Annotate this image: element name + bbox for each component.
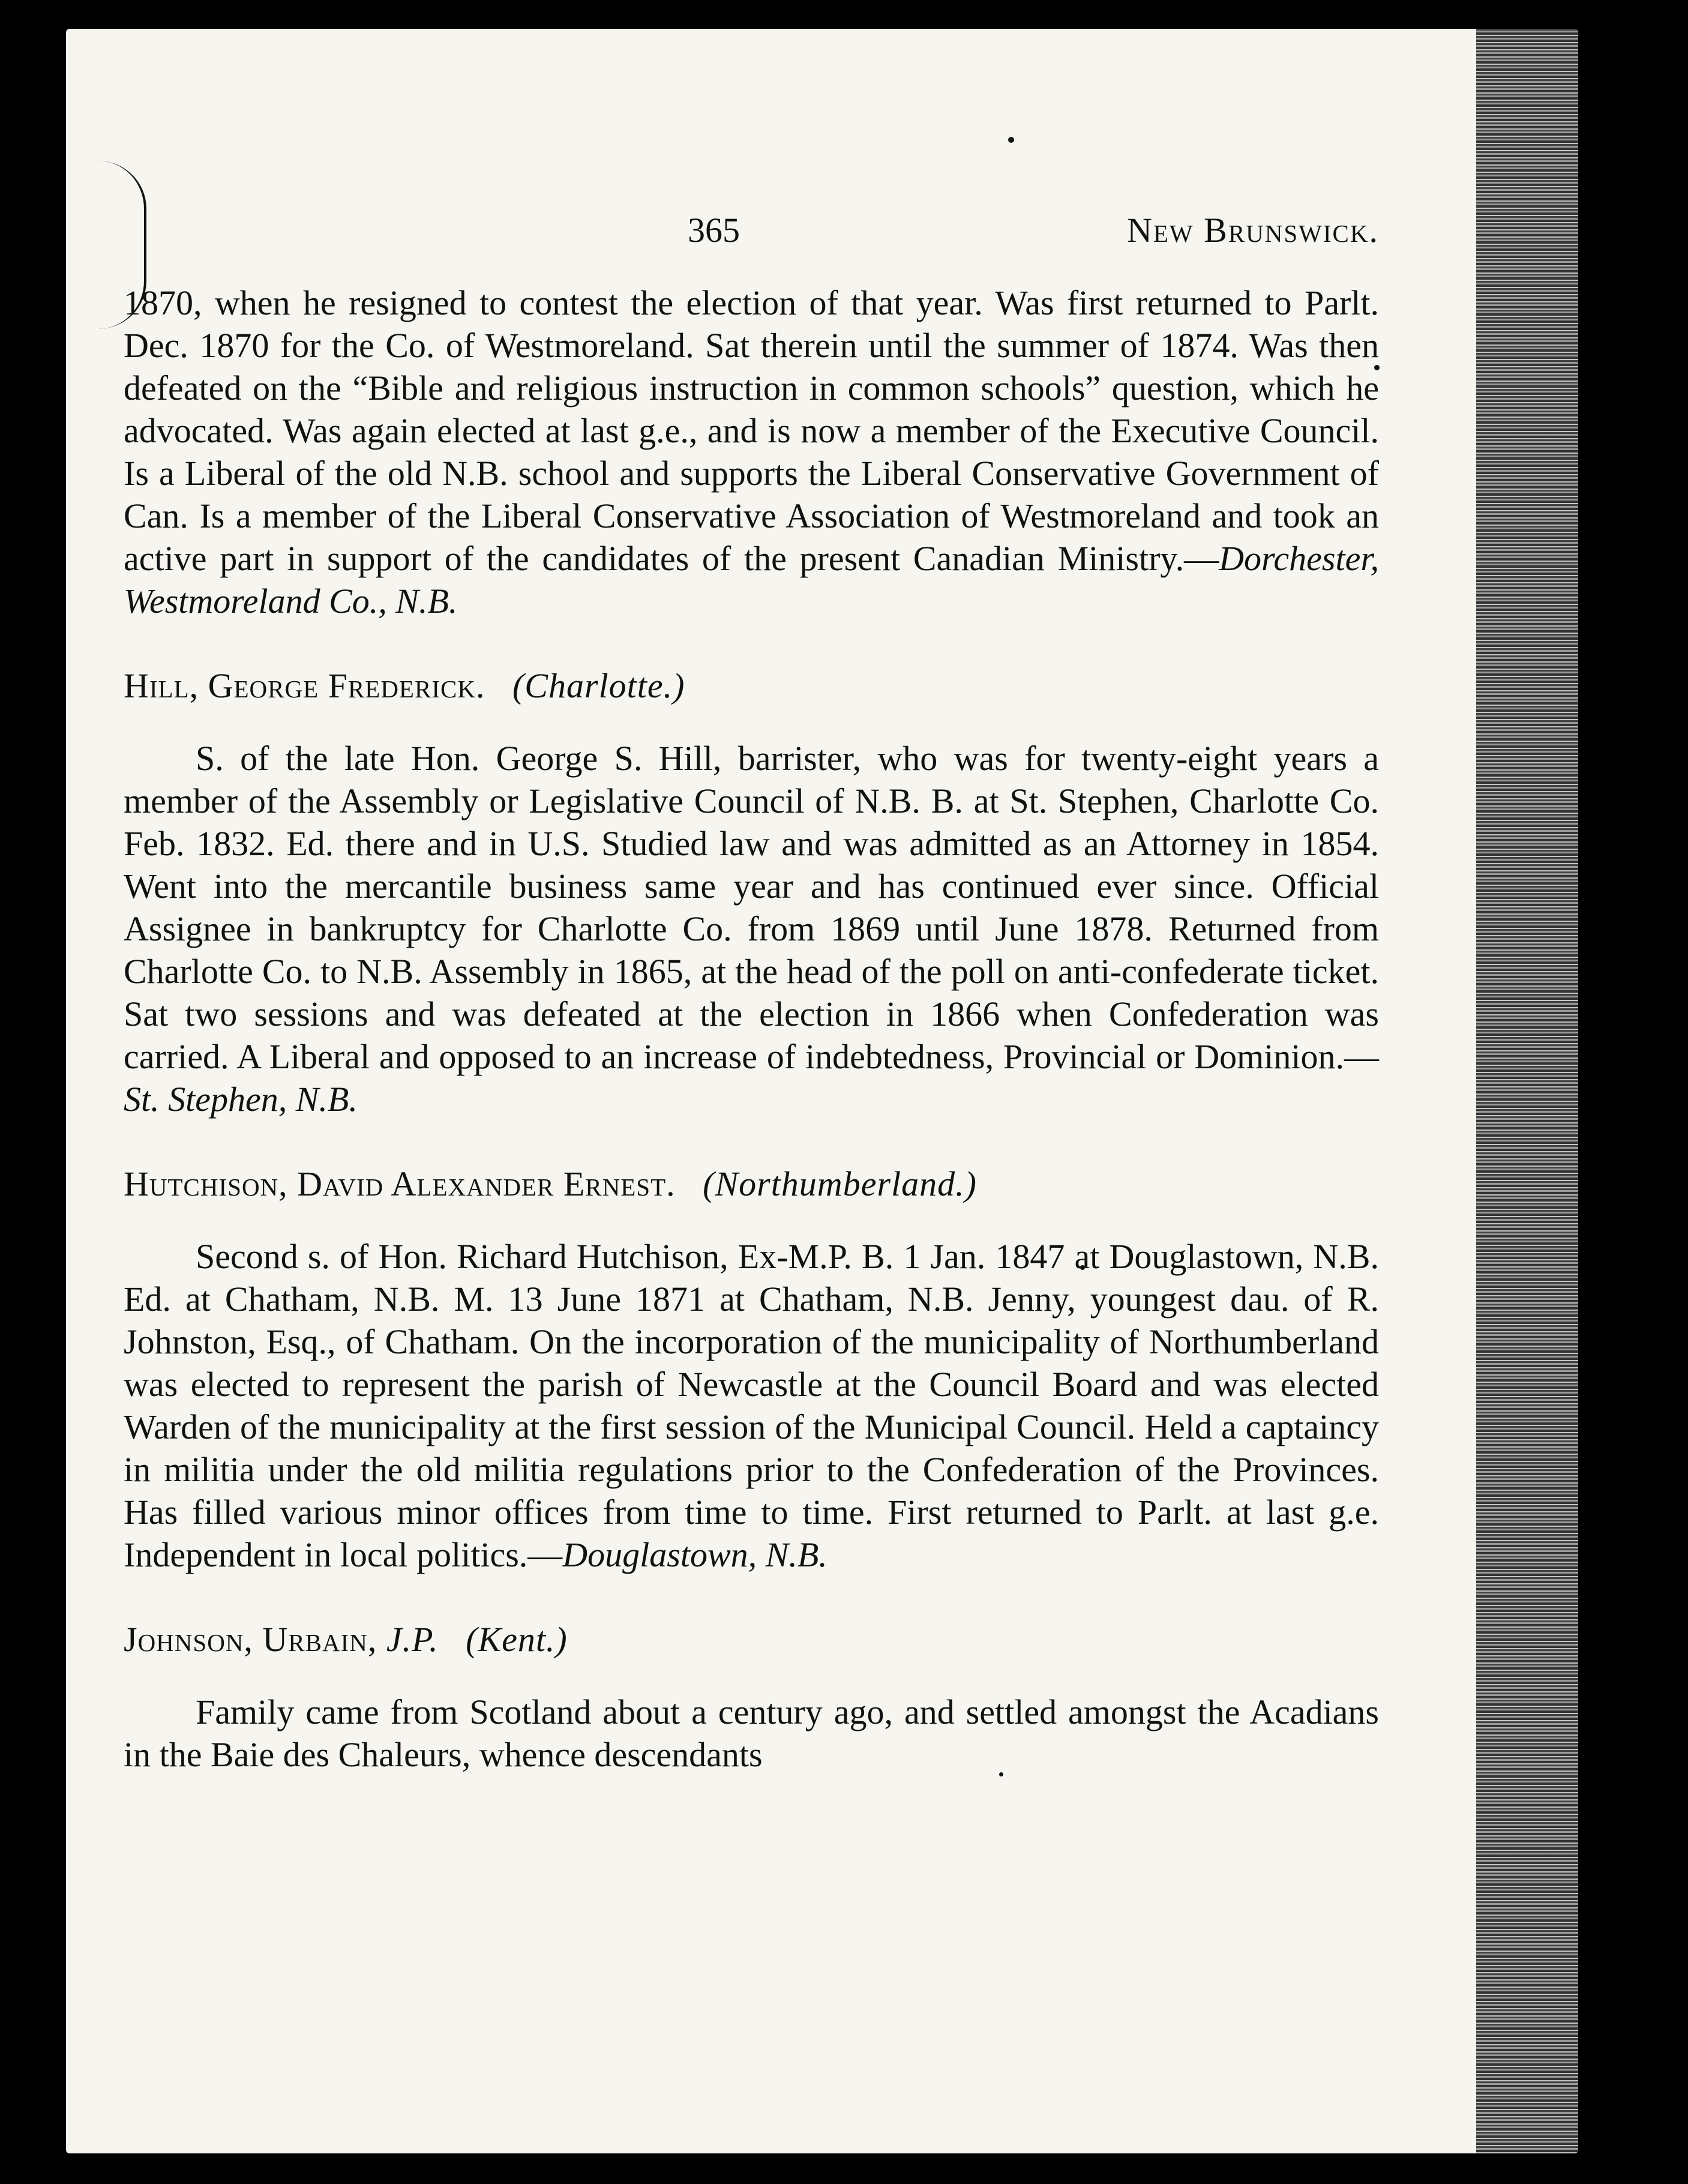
continued-entry bbox=[124, 281, 1379, 622]
entry-text: Family came from Scotland about a century ago, and settled amongst the Acadians in the Baie des Chaleurs, whence descendants bbox=[124, 1692, 1379, 1774]
page-edge-shadow bbox=[1476, 29, 1578, 2153]
entry-text: S. of the late Hon. George S. Hill, barrister, who was for twenty-eight years a member of the Assembly or Legislative Council of N.B. B. at St. Stephen, Charlotte Co. Feb. 1832. Ed. there and in U.S. Studied law and was admitted as an Attorney in 1854. Went into the mercantile business same year and has continued ever since. Official Assignee in bankruptcy for Charlotte Co. from 1869 until June 1878. Returned from Charlotte Co. to N.B. Assembly in 1865, at the head of the poll on anti-confederate ticket. Sat two sessions and was defeated at the election in 1866 when Confederation was carried. A Liberal and opposed to an increase of indebtedness, Provincial or Dominion.— bbox=[124, 739, 1379, 1076]
entry-name: Hill, George Frederick. bbox=[124, 666, 485, 705]
entry-address: St. Stephen, N.B. bbox=[124, 1080, 358, 1119]
entry-county: (Charlotte.) bbox=[512, 666, 685, 705]
scanned-page bbox=[66, 29, 1578, 2153]
entry-name: Hutchison, David Alexander Ernest. bbox=[124, 1164, 676, 1203]
entry-body bbox=[124, 1691, 1379, 1776]
entry-heading bbox=[124, 1618, 1379, 1661]
page-text bbox=[124, 209, 1379, 1776]
entry-body bbox=[124, 1235, 1379, 1576]
entry-text: 1870, when he resigned to contest the election of that year. Was first returned to Parlt. Dec. 1870 for the Co. of Westmoreland. Sat therein until the summer of 1874. Was then defeated on the “Bible and religious instruction in common schools” question, which he advocated. Was again elected at last g.e., and is now a member of the Executive Council. Is a Liberal of the old N.B. school and supports the Liberal Conservative Government of Can. Is a member of the Liberal Conservative Association of Westmoreland and took an active part in support of the candidates of the present Canadian Ministry.— bbox=[124, 283, 1379, 578]
page-header bbox=[124, 209, 1379, 251]
entry-body bbox=[124, 737, 1379, 1121]
entry-honor: J.P. bbox=[386, 1620, 439, 1659]
entry-address: Dorchester, Westmoreland Co., N.B. bbox=[124, 539, 1379, 621]
entry-name: Johnson, Urbain, bbox=[124, 1620, 377, 1659]
entry-county: (Northumberland.) bbox=[703, 1164, 977, 1203]
print-speck bbox=[1008, 137, 1014, 143]
entry-county: (Kent.) bbox=[466, 1620, 568, 1659]
entry-heading bbox=[124, 664, 1379, 707]
entry-text: Second s. of Hon. Richard Hutchison, Ex-M.P. B. 1 Jan. 1847 at Douglastown, N.B. Ed. at Chatham, N.B. M. 13 June 1871 at Chatham, N.B. Jenny, youngest dau. of R. Johnston, Esq., of Chatham. On the incorporation of the municipality of Northumberland was elected to represent the parish of Newcastle at the Council Board and was elected Warden of the municipality at the first session of the Municipal Council. Held a captaincy in militia under the old militia regulations prior to the Confederation of the Provinces. Has filled various minor offices from time to time. First returned to Parlt. at last g.e. Independent in local politics.— bbox=[124, 1237, 1379, 1574]
entry-heading bbox=[124, 1163, 1379, 1205]
entry-address: Douglastown, N.B. bbox=[562, 1535, 827, 1574]
running-head: New Brunswick. bbox=[1127, 211, 1379, 250]
page-number: 365 bbox=[688, 211, 740, 250]
